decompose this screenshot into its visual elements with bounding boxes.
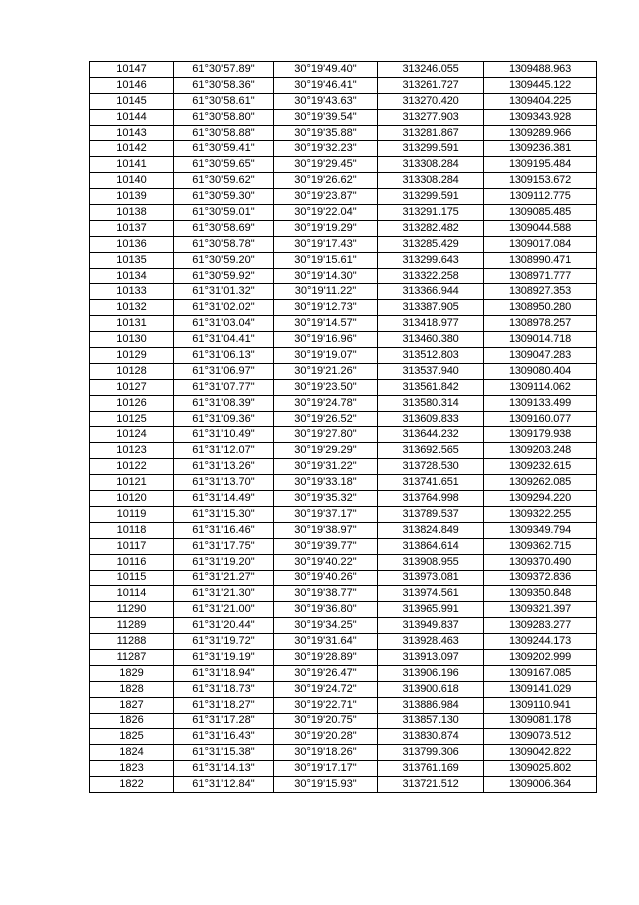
point-number-cell: 1827	[90, 697, 174, 713]
longitude-cell: 30°19'24.78"	[274, 395, 378, 411]
table-row	[90, 777, 597, 793]
point-number-cell: 10131	[90, 316, 174, 332]
latitude-cell: 61°31'19.19"	[174, 649, 274, 665]
y-coordinate-cell: 1309283.277	[484, 618, 597, 634]
longitude-cell: 30°19'14.30"	[274, 268, 378, 284]
y-coordinate-cell: 1309202.999	[484, 649, 597, 665]
longitude-cell: 30°19'11.22"	[274, 284, 378, 300]
point-number-cell: 11288	[90, 634, 174, 650]
point-number-cell: 1826	[90, 713, 174, 729]
y-coordinate-cell: 1309372.836	[484, 570, 597, 586]
longitude-cell: 30°19'29.45"	[274, 157, 378, 173]
latitude-cell: 61°31'18.27"	[174, 697, 274, 713]
y-coordinate-cell: 1308950.280	[484, 300, 597, 316]
x-coordinate-cell: 313387.905	[378, 300, 484, 316]
table-row	[90, 554, 597, 570]
y-coordinate-cell: 1309153.672	[484, 173, 597, 189]
y-coordinate-cell: 1309167.085	[484, 665, 597, 681]
longitude-cell: 30°19'20.75"	[274, 713, 378, 729]
x-coordinate-cell: 313728.530	[378, 459, 484, 475]
latitude-cell: 61°30'59.41"	[174, 141, 274, 157]
latitude-cell: 61°31'09.36"	[174, 411, 274, 427]
coordinates-table	[89, 61, 597, 793]
longitude-cell: 30°19'19.29"	[274, 220, 378, 236]
latitude-cell: 61°31'06.97"	[174, 363, 274, 379]
point-number-cell: 1822	[90, 777, 174, 793]
x-coordinate-cell: 313928.463	[378, 634, 484, 650]
table-row	[90, 316, 597, 332]
latitude-cell: 61°31'12.07"	[174, 443, 274, 459]
y-coordinate-cell: 1309195.484	[484, 157, 597, 173]
point-number-cell: 10114	[90, 586, 174, 602]
point-number-cell: 10122	[90, 459, 174, 475]
latitude-cell: 61°31'21.30"	[174, 586, 274, 602]
longitude-cell: 30°19'20.28"	[274, 729, 378, 745]
point-number-cell: 10117	[90, 538, 174, 554]
y-coordinate-cell: 1309404.225	[484, 93, 597, 109]
table-row	[90, 125, 597, 141]
latitude-cell: 61°30'59.30"	[174, 189, 274, 205]
point-number-cell: 10124	[90, 427, 174, 443]
y-coordinate-cell: 1309262.085	[484, 475, 597, 491]
x-coordinate-cell: 313644.232	[378, 427, 484, 443]
latitude-cell: 61°30'58.80"	[174, 109, 274, 125]
longitude-cell: 30°19'21.26"	[274, 363, 378, 379]
table-row	[90, 649, 597, 665]
longitude-cell: 30°19'23.50"	[274, 379, 378, 395]
x-coordinate-cell: 313366.944	[378, 284, 484, 300]
table-row	[90, 395, 597, 411]
y-coordinate-cell: 1308990.471	[484, 252, 597, 268]
longitude-cell: 30°19'12.73"	[274, 300, 378, 316]
latitude-cell: 61°31'16.43"	[174, 729, 274, 745]
table-row	[90, 634, 597, 650]
x-coordinate-cell: 313764.998	[378, 491, 484, 507]
y-coordinate-cell: 1309445.122	[484, 77, 597, 93]
table-row	[90, 761, 597, 777]
point-number-cell: 10143	[90, 125, 174, 141]
y-coordinate-cell: 1309160.077	[484, 411, 597, 427]
table-row	[90, 538, 597, 554]
latitude-cell: 61°31'14.49"	[174, 491, 274, 507]
x-coordinate-cell: 313824.849	[378, 522, 484, 538]
longitude-cell: 30°19'22.04"	[274, 205, 378, 221]
latitude-cell: 61°30'59.20"	[174, 252, 274, 268]
longitude-cell: 30°19'28.89"	[274, 649, 378, 665]
table-row	[90, 665, 597, 681]
point-number-cell: 10121	[90, 475, 174, 491]
y-coordinate-cell: 1309110.941	[484, 697, 597, 713]
y-coordinate-cell: 1309112.775	[484, 189, 597, 205]
longitude-cell: 30°19'49.40"	[274, 62, 378, 78]
y-coordinate-cell: 1309080.404	[484, 363, 597, 379]
table-row	[90, 205, 597, 221]
latitude-cell: 61°31'08.39"	[174, 395, 274, 411]
x-coordinate-cell: 313561.842	[378, 379, 484, 395]
longitude-cell: 30°19'18.26"	[274, 745, 378, 761]
latitude-cell: 61°31'15.30"	[174, 506, 274, 522]
x-coordinate-cell: 313761.169	[378, 761, 484, 777]
latitude-cell: 61°31'06.13"	[174, 348, 274, 364]
point-number-cell: 10145	[90, 93, 174, 109]
latitude-cell: 61°31'21.27"	[174, 570, 274, 586]
table-row	[90, 300, 597, 316]
point-number-cell: 1824	[90, 745, 174, 761]
table-row	[90, 602, 597, 618]
x-coordinate-cell: 313291.175	[378, 205, 484, 221]
table-row	[90, 618, 597, 634]
x-coordinate-cell: 313281.867	[378, 125, 484, 141]
longitude-cell: 30°19'26.52"	[274, 411, 378, 427]
table-row	[90, 570, 597, 586]
longitude-cell: 30°19'17.43"	[274, 236, 378, 252]
longitude-cell: 30°19'35.88"	[274, 125, 378, 141]
y-coordinate-cell: 1309236.381	[484, 141, 597, 157]
latitude-cell: 61°31'15.38"	[174, 745, 274, 761]
x-coordinate-cell: 313864.614	[378, 538, 484, 554]
point-number-cell: 10130	[90, 332, 174, 348]
y-coordinate-cell: 1308927.353	[484, 284, 597, 300]
latitude-cell: 61°30'58.88"	[174, 125, 274, 141]
y-coordinate-cell: 1309244.173	[484, 634, 597, 650]
longitude-cell: 30°19'22.71"	[274, 697, 378, 713]
point-number-cell: 11289	[90, 618, 174, 634]
latitude-cell: 61°30'58.61"	[174, 93, 274, 109]
x-coordinate-cell: 313609.833	[378, 411, 484, 427]
x-coordinate-cell: 313282.482	[378, 220, 484, 236]
point-number-cell: 1829	[90, 665, 174, 681]
latitude-cell: 61°30'59.92"	[174, 268, 274, 284]
y-coordinate-cell: 1309141.029	[484, 681, 597, 697]
y-coordinate-cell: 1309085.485	[484, 205, 597, 221]
x-coordinate-cell: 313913.097	[378, 649, 484, 665]
y-coordinate-cell: 1309042.822	[484, 745, 597, 761]
y-coordinate-cell: 1309349.794	[484, 522, 597, 538]
table-row	[90, 697, 597, 713]
latitude-cell: 61°30'59.65"	[174, 157, 274, 173]
point-number-cell: 10146	[90, 77, 174, 93]
latitude-cell: 61°31'04.41"	[174, 332, 274, 348]
table-row	[90, 348, 597, 364]
latitude-cell: 61°30'59.62"	[174, 173, 274, 189]
longitude-cell: 30°19'16.96"	[274, 332, 378, 348]
point-number-cell: 1825	[90, 729, 174, 745]
table-row	[90, 93, 597, 109]
y-coordinate-cell: 1309322.255	[484, 506, 597, 522]
point-number-cell: 1828	[90, 681, 174, 697]
x-coordinate-cell: 313299.643	[378, 252, 484, 268]
point-number-cell: 10132	[90, 300, 174, 316]
point-number-cell: 10129	[90, 348, 174, 364]
table-row	[90, 189, 597, 205]
longitude-cell: 30°19'14.57"	[274, 316, 378, 332]
x-coordinate-cell: 313830.874	[378, 729, 484, 745]
longitude-cell: 30°19'26.47"	[274, 665, 378, 681]
point-number-cell: 10141	[90, 157, 174, 173]
longitude-cell: 30°19'23.87"	[274, 189, 378, 205]
table-row	[90, 62, 597, 78]
longitude-cell: 30°19'40.26"	[274, 570, 378, 586]
table-row	[90, 522, 597, 538]
longitude-cell: 30°19'33.18"	[274, 475, 378, 491]
x-coordinate-cell: 313721.512	[378, 777, 484, 793]
longitude-cell: 30°19'31.22"	[274, 459, 378, 475]
point-number-cell: 11287	[90, 649, 174, 665]
point-number-cell: 11290	[90, 602, 174, 618]
x-coordinate-cell: 313900.618	[378, 681, 484, 697]
y-coordinate-cell: 1309488.963	[484, 62, 597, 78]
latitude-cell: 61°31'19.72"	[174, 634, 274, 650]
point-number-cell: 10123	[90, 443, 174, 459]
longitude-cell: 30°19'26.62"	[274, 173, 378, 189]
x-coordinate-cell: 313277.903	[378, 109, 484, 125]
longitude-cell: 30°19'43.63"	[274, 93, 378, 109]
table-row	[90, 713, 597, 729]
latitude-cell: 61°31'10.49"	[174, 427, 274, 443]
table-row	[90, 745, 597, 761]
y-coordinate-cell: 1309114.062	[484, 379, 597, 395]
latitude-cell: 61°31'07.77"	[174, 379, 274, 395]
x-coordinate-cell: 313692.565	[378, 443, 484, 459]
x-coordinate-cell: 313949.837	[378, 618, 484, 634]
longitude-cell: 30°19'15.93"	[274, 777, 378, 793]
x-coordinate-cell: 313261.727	[378, 77, 484, 93]
point-number-cell: 10136	[90, 236, 174, 252]
y-coordinate-cell: 1308978.257	[484, 316, 597, 332]
y-coordinate-cell: 1309025.802	[484, 761, 597, 777]
latitude-cell: 61°31'13.26"	[174, 459, 274, 475]
y-coordinate-cell: 1309006.364	[484, 777, 597, 793]
point-number-cell: 10147	[90, 62, 174, 78]
latitude-cell: 61°30'58.36"	[174, 77, 274, 93]
x-coordinate-cell: 313512.803	[378, 348, 484, 364]
x-coordinate-cell: 313418.977	[378, 316, 484, 332]
longitude-cell: 30°19'17.17"	[274, 761, 378, 777]
latitude-cell: 61°30'58.78"	[174, 236, 274, 252]
y-coordinate-cell: 1309014.718	[484, 332, 597, 348]
table-row	[90, 173, 597, 189]
x-coordinate-cell: 313799.306	[378, 745, 484, 761]
x-coordinate-cell: 313299.591	[378, 189, 484, 205]
latitude-cell: 61°31'21.00"	[174, 602, 274, 618]
x-coordinate-cell: 313308.284	[378, 157, 484, 173]
point-number-cell: 10119	[90, 506, 174, 522]
table-row	[90, 77, 597, 93]
x-coordinate-cell: 313270.420	[378, 93, 484, 109]
latitude-cell: 61°31'13.70"	[174, 475, 274, 491]
latitude-cell: 61°30'57.89"	[174, 62, 274, 78]
latitude-cell: 61°31'02.02"	[174, 300, 274, 316]
x-coordinate-cell: 313974.561	[378, 586, 484, 602]
y-coordinate-cell: 1309321.397	[484, 602, 597, 618]
coordinates-table-body	[90, 62, 597, 793]
latitude-cell: 61°31'17.75"	[174, 538, 274, 554]
longitude-cell: 30°19'40.22"	[274, 554, 378, 570]
longitude-cell: 30°19'35.32"	[274, 491, 378, 507]
point-number-cell: 10140	[90, 173, 174, 189]
y-coordinate-cell: 1309203.248	[484, 443, 597, 459]
longitude-cell: 30°19'39.77"	[274, 538, 378, 554]
latitude-cell: 61°31'18.94"	[174, 665, 274, 681]
point-number-cell: 10127	[90, 379, 174, 395]
table-row	[90, 220, 597, 236]
x-coordinate-cell: 313973.081	[378, 570, 484, 586]
table-row	[90, 586, 597, 602]
longitude-cell: 30°19'37.17"	[274, 506, 378, 522]
table-row	[90, 491, 597, 507]
y-coordinate-cell: 1309370.490	[484, 554, 597, 570]
x-coordinate-cell: 313965.991	[378, 602, 484, 618]
table-row	[90, 236, 597, 252]
latitude-cell: 61°31'12.84"	[174, 777, 274, 793]
point-number-cell: 1823	[90, 761, 174, 777]
longitude-cell: 30°19'32.23"	[274, 141, 378, 157]
x-coordinate-cell: 313906.196	[378, 665, 484, 681]
point-number-cell: 10120	[90, 491, 174, 507]
point-number-cell: 10115	[90, 570, 174, 586]
x-coordinate-cell: 313741.651	[378, 475, 484, 491]
y-coordinate-cell: 1309047.283	[484, 348, 597, 364]
point-number-cell: 10128	[90, 363, 174, 379]
table-row	[90, 427, 597, 443]
longitude-cell: 30°19'46.41"	[274, 77, 378, 93]
table-row	[90, 379, 597, 395]
x-coordinate-cell: 313246.055	[378, 62, 484, 78]
latitude-cell: 61°31'20.44"	[174, 618, 274, 634]
y-coordinate-cell: 1309362.715	[484, 538, 597, 554]
latitude-cell: 61°31'18.73"	[174, 681, 274, 697]
x-coordinate-cell: 313460.380	[378, 332, 484, 348]
y-coordinate-cell: 1309017.084	[484, 236, 597, 252]
latitude-cell: 61°31'14.13"	[174, 761, 274, 777]
point-number-cell: 10138	[90, 205, 174, 221]
table-row	[90, 157, 597, 173]
longitude-cell: 30°19'19.07"	[274, 348, 378, 364]
y-coordinate-cell: 1309073.512	[484, 729, 597, 745]
point-number-cell: 10144	[90, 109, 174, 125]
table-row	[90, 363, 597, 379]
longitude-cell: 30°19'15.61"	[274, 252, 378, 268]
longitude-cell: 30°19'31.64"	[274, 634, 378, 650]
latitude-cell: 61°31'03.04"	[174, 316, 274, 332]
point-number-cell: 10118	[90, 522, 174, 538]
point-number-cell: 10135	[90, 252, 174, 268]
y-coordinate-cell: 1308971.777	[484, 268, 597, 284]
table-row	[90, 506, 597, 522]
point-number-cell: 10133	[90, 284, 174, 300]
latitude-cell: 61°30'59.01"	[174, 205, 274, 221]
point-number-cell: 10134	[90, 268, 174, 284]
x-coordinate-cell: 313886.984	[378, 697, 484, 713]
y-coordinate-cell: 1309133.499	[484, 395, 597, 411]
latitude-cell: 61°31'17.28"	[174, 713, 274, 729]
x-coordinate-cell: 313580.314	[378, 395, 484, 411]
longitude-cell: 30°19'38.77"	[274, 586, 378, 602]
x-coordinate-cell: 313308.284	[378, 173, 484, 189]
x-coordinate-cell: 313908.955	[378, 554, 484, 570]
table-row	[90, 252, 597, 268]
point-number-cell: 10142	[90, 141, 174, 157]
x-coordinate-cell: 313857.130	[378, 713, 484, 729]
point-number-cell: 10139	[90, 189, 174, 205]
table-row	[90, 729, 597, 745]
x-coordinate-cell: 313322.258	[378, 268, 484, 284]
longitude-cell: 30°19'27.80"	[274, 427, 378, 443]
table-row	[90, 411, 597, 427]
table-row	[90, 284, 597, 300]
x-coordinate-cell: 313285.429	[378, 236, 484, 252]
longitude-cell: 30°19'39.54"	[274, 109, 378, 125]
x-coordinate-cell: 313537.940	[378, 363, 484, 379]
longitude-cell: 30°19'38.97"	[274, 522, 378, 538]
latitude-cell: 61°31'19.20"	[174, 554, 274, 570]
x-coordinate-cell: 313299.591	[378, 141, 484, 157]
y-coordinate-cell: 1309179.938	[484, 427, 597, 443]
point-number-cell: 10137	[90, 220, 174, 236]
table-row	[90, 332, 597, 348]
point-number-cell: 10116	[90, 554, 174, 570]
longitude-cell: 30°19'34.25"	[274, 618, 378, 634]
longitude-cell: 30°19'24.72"	[274, 681, 378, 697]
point-number-cell: 10126	[90, 395, 174, 411]
latitude-cell: 61°31'16.46"	[174, 522, 274, 538]
latitude-cell: 61°30'58.69"	[174, 220, 274, 236]
table-row	[90, 268, 597, 284]
longitude-cell: 30°19'36.80"	[274, 602, 378, 618]
y-coordinate-cell: 1309289.966	[484, 125, 597, 141]
point-number-cell: 10125	[90, 411, 174, 427]
table-row	[90, 109, 597, 125]
y-coordinate-cell: 1309081.178	[484, 713, 597, 729]
table-row	[90, 459, 597, 475]
table-row	[90, 443, 597, 459]
table-row	[90, 475, 597, 491]
y-coordinate-cell: 1309294.220	[484, 491, 597, 507]
y-coordinate-cell: 1309343.928	[484, 109, 597, 125]
y-coordinate-cell: 1309350.848	[484, 586, 597, 602]
table-row	[90, 141, 597, 157]
x-coordinate-cell: 313789.537	[378, 506, 484, 522]
y-coordinate-cell: 1309044.588	[484, 220, 597, 236]
latitude-cell: 61°31'01.32"	[174, 284, 274, 300]
table-row	[90, 681, 597, 697]
y-coordinate-cell: 1309232.615	[484, 459, 597, 475]
longitude-cell: 30°19'29.29"	[274, 443, 378, 459]
